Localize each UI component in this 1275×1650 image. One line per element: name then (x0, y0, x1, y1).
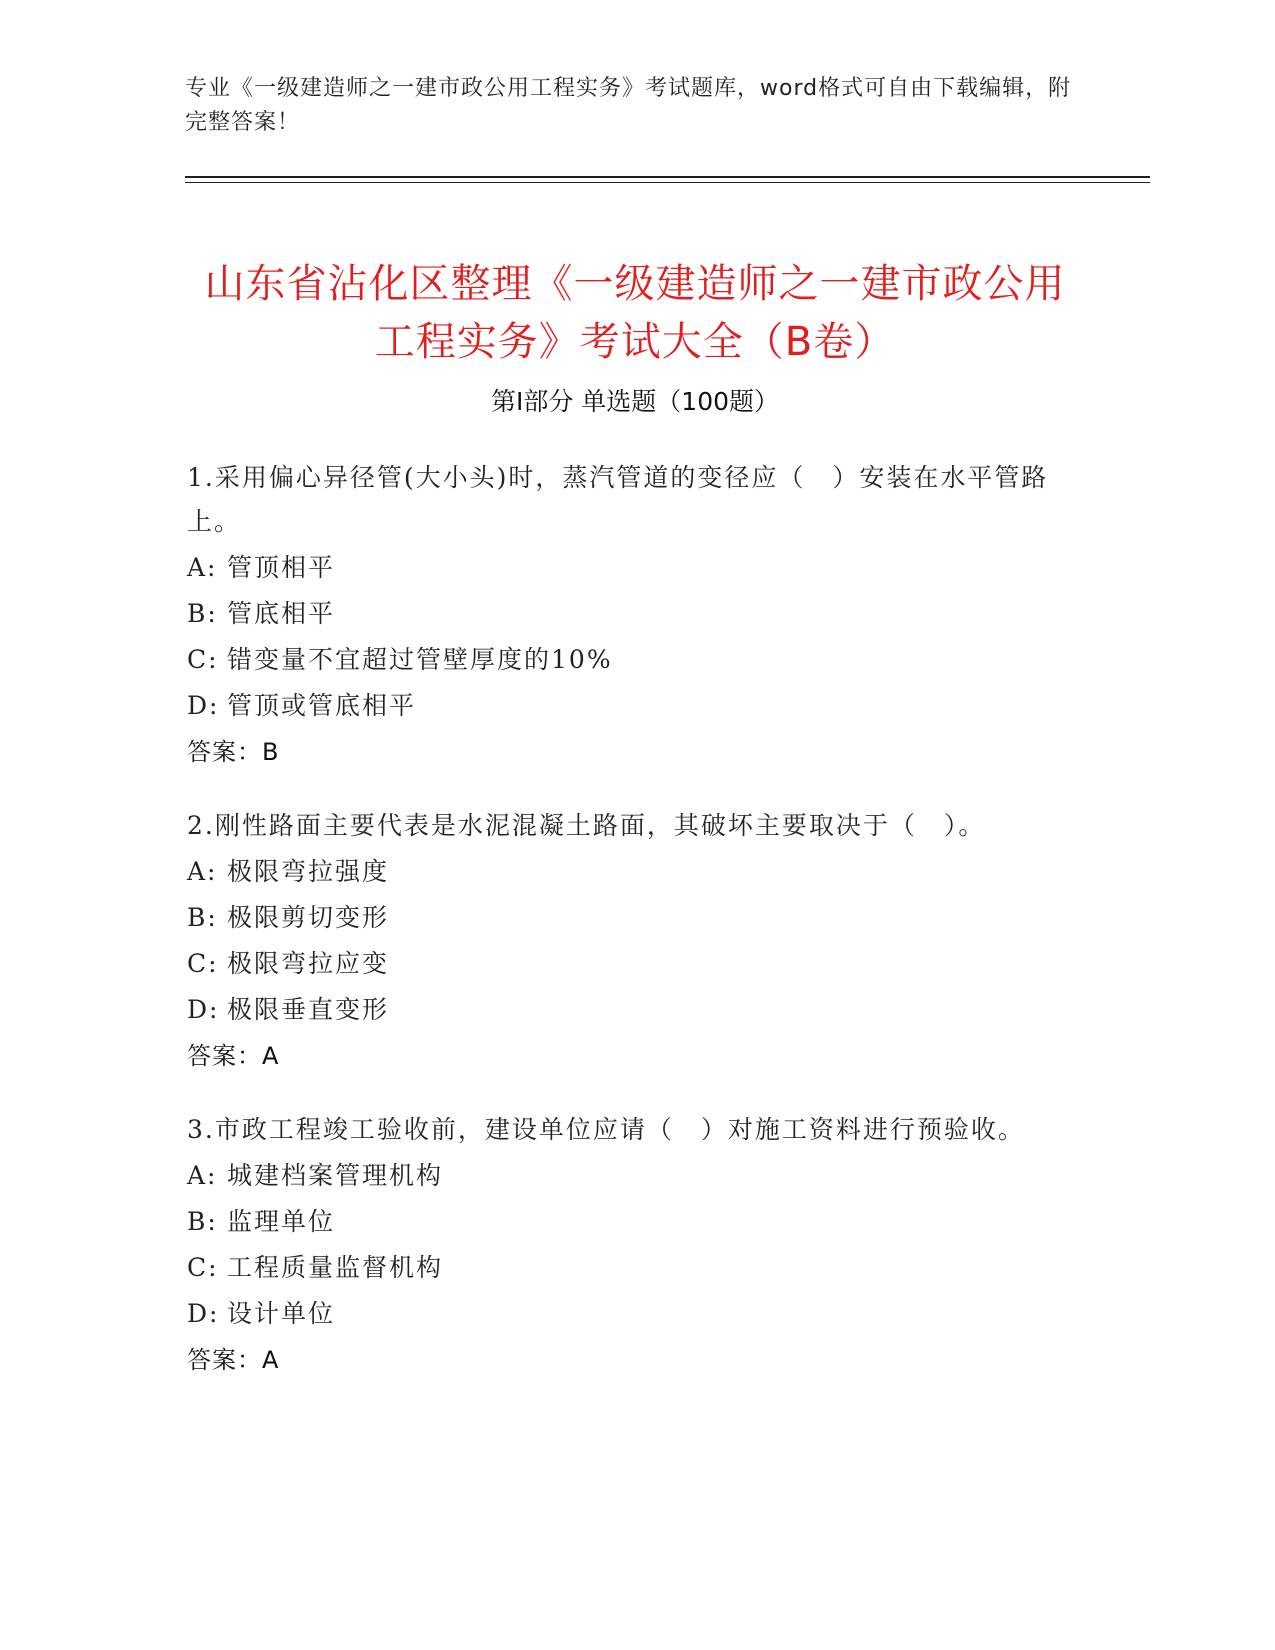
option-label: D: (187, 691, 220, 720)
question-stem: 1.采用偏心异径管(大小头)时，蒸汽管道的变径应（ ）安装在水平管路上。 (187, 463, 1049, 536)
option-text: 极限剪切变形 (227, 903, 390, 932)
option-label: D: (187, 1299, 220, 1328)
option-b (187, 590, 1067, 636)
option-label: D: (187, 995, 220, 1024)
option-label: B: (187, 599, 218, 628)
option-label: C: (187, 949, 219, 978)
option-a (187, 544, 1067, 590)
option-text: 工程质量监督机构 (227, 1253, 444, 1282)
answer: 答案：A (187, 1042, 280, 1070)
option-a (187, 848, 1067, 894)
option-d (187, 1290, 1067, 1336)
option-text: 管顶相平 (227, 553, 336, 582)
header-rule-thin (185, 182, 1150, 183)
option-label: C: (187, 1253, 219, 1282)
option-label: C: (187, 645, 219, 674)
option-text: 错变量不宜超过管壁厚度的10% (227, 645, 613, 674)
answer: 答案：B (187, 738, 280, 766)
option-text: 极限弯拉应变 (227, 949, 390, 978)
option-label: B: (187, 1207, 218, 1236)
question-stem: 2.刚性路面主要代表是水泥混凝土路面，其破坏主要取决于（ ）。 (187, 811, 986, 840)
option-label: A: (187, 857, 218, 886)
option-text: 管顶或管底相平 (227, 691, 417, 720)
option-text: 设计单位 (227, 1299, 336, 1328)
option-label: A: (187, 1161, 218, 1190)
option-text: 监理单位 (227, 1207, 336, 1236)
option-text: 极限弯拉强度 (227, 857, 390, 886)
option-label: A: (187, 553, 218, 582)
option-text: 极限垂直变形 (227, 995, 390, 1024)
document-title: 山东省沾化区整理《一级建造师之一建市政公用工程实务》考试大全（B卷） (204, 260, 1066, 365)
option-d (187, 682, 1067, 728)
section-title: 第Ⅰ部分 单选题（100题） (490, 387, 780, 416)
header-note: 专业《一级建造师之一建市政公用工程实务》考试题库，word格式可自由下载编辑，附完整答案！ (185, 76, 1072, 135)
question-stem: 3.市政工程竣工验收前，建设单位应请（ ）对施工资料进行预验收。 (187, 1115, 1025, 1144)
option-b (187, 1198, 1067, 1244)
option-label: B: (187, 903, 218, 932)
option-c (187, 636, 1067, 682)
option-text: 管底相平 (227, 599, 336, 628)
option-a (187, 1152, 1067, 1198)
answer: 答案：A (187, 1346, 280, 1374)
option-c (187, 1244, 1067, 1290)
header-rule-thick (185, 176, 1150, 178)
option-d (187, 986, 1067, 1032)
question-1 (187, 456, 1067, 774)
question-2 (187, 804, 1067, 1078)
option-b (187, 894, 1067, 940)
question-3 (187, 1108, 1067, 1382)
option-text: 城建档案管理机构 (227, 1161, 444, 1190)
option-c (187, 940, 1067, 986)
